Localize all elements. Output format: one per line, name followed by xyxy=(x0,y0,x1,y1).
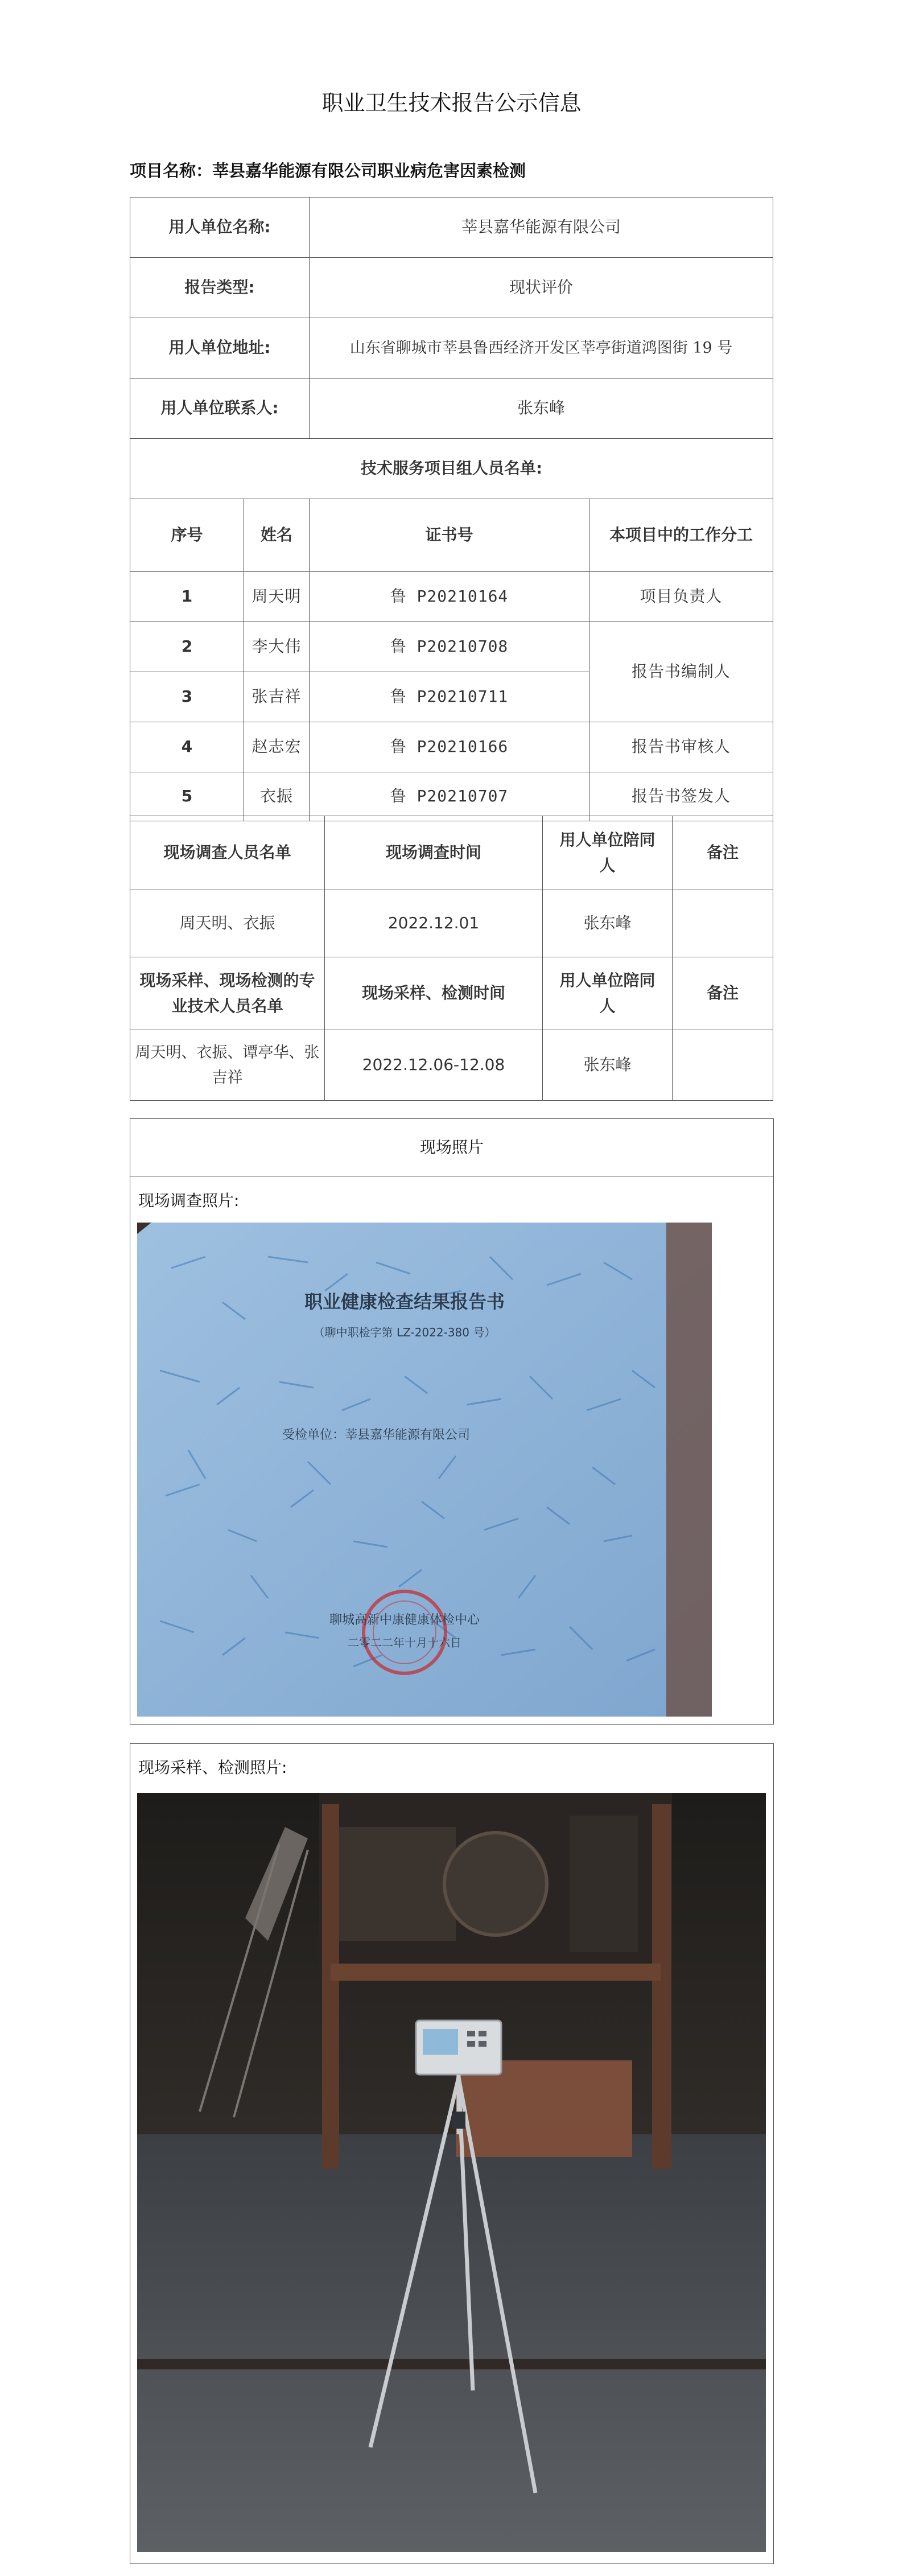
survey-people: 周天明、衣振 xyxy=(130,890,325,957)
sampling-time: 2022.12.06-12.08 xyxy=(325,1030,543,1101)
sampling-header: 用人单位陪同人 xyxy=(543,957,673,1030)
team-no: 4 xyxy=(130,722,244,772)
cover-unit: 受检单位：莘县嘉华能源有限公司 xyxy=(282,1428,471,1442)
team-name: 周天明 xyxy=(244,572,310,622)
team-cert: 鲁 P20210166 xyxy=(310,722,589,772)
sampling-header: 现场采样、检测时间 xyxy=(325,957,543,1030)
team-no: 5 xyxy=(130,772,244,821)
survey-photo-caption: 现场调查照片: xyxy=(138,1191,240,1210)
sampling-row xyxy=(130,1030,773,1101)
team-cert: 鲁 P20210707 xyxy=(310,772,589,821)
sampling-note xyxy=(673,1030,773,1101)
info-label: 用人单位联系人: xyxy=(130,378,310,439)
sampling-header-row xyxy=(130,957,773,1030)
team-name: 赵志宏 xyxy=(244,722,310,772)
team-title-row xyxy=(130,439,773,499)
team-row xyxy=(130,572,773,622)
site-photos-header: 现场照片 xyxy=(130,1119,773,1176)
survey-escort: 张东峰 xyxy=(543,890,673,957)
team-cert: 鲁 P20210711 xyxy=(310,672,589,722)
team-name: 李大伟 xyxy=(244,622,310,672)
info-team-table xyxy=(130,197,773,821)
info-row xyxy=(130,378,773,439)
info-label: 用人单位名称: xyxy=(130,197,310,258)
cover-number: （聊中职检字第 LZ-2022-380 号） xyxy=(313,1326,496,1339)
sampling-header: 备注 xyxy=(673,957,773,1030)
team-header: 本项目中的工作分工 xyxy=(589,499,773,572)
project-value: 莘县嘉华能源有限公司职业病危害因素检测 xyxy=(212,161,526,180)
site-photos-panel xyxy=(130,1118,774,1725)
survey-header: 现场调查人员名单 xyxy=(130,816,325,890)
project-label: 项目名称： xyxy=(130,161,213,180)
survey-row xyxy=(130,890,773,957)
info-label: 用人单位地址: xyxy=(130,318,310,378)
info-value: 现状评价 xyxy=(310,258,773,318)
survey-header: 用人单位陪同人 xyxy=(543,816,673,890)
team-cert: 鲁 P20210164 xyxy=(310,572,589,622)
info-row xyxy=(130,318,773,378)
survey-header-row xyxy=(130,816,773,890)
team-role: 报告书审核人 xyxy=(589,722,773,772)
team-role: 项目负责人 xyxy=(589,572,773,622)
team-name: 张吉祥 xyxy=(244,672,310,722)
sampling-header: 现场采样、现场检测的专业技术人员名单 xyxy=(130,957,325,1030)
team-header: 序号 xyxy=(130,499,244,572)
survey-table xyxy=(130,816,773,1101)
sampling-photo-caption: 现场采样、检测照片: xyxy=(138,1758,287,1777)
team-row xyxy=(130,772,773,821)
team-role: 报告书编制人 xyxy=(589,622,773,722)
team-row xyxy=(130,722,773,772)
info-label: 报告类型: xyxy=(130,258,310,318)
sampling-photo xyxy=(137,1793,766,2552)
team-name: 衣振 xyxy=(244,772,310,821)
survey-photo xyxy=(137,1223,712,1717)
team-no: 3 xyxy=(130,672,244,722)
survey-note xyxy=(673,890,773,957)
team-row xyxy=(130,622,773,672)
page-title: 职业卫生技术报告公示信息 xyxy=(321,90,582,116)
cover-center: 聊城高新中康健康体检中心 xyxy=(329,1613,480,1627)
survey-time: 2022.12.01 xyxy=(325,890,543,957)
info-row xyxy=(130,197,773,258)
info-row xyxy=(130,258,773,318)
report-cover-image xyxy=(137,1223,712,1717)
cover-date: 二零二二年十月十六日 xyxy=(348,1636,461,1649)
team-no: 1 xyxy=(130,572,244,622)
team-header: 姓名 xyxy=(244,499,310,572)
team-no: 2 xyxy=(130,622,244,672)
cover-title: 职业健康检查结果报告书 xyxy=(304,1291,505,1312)
team-title: 技术服务项目组人员名单: xyxy=(130,439,773,499)
info-value: 张东峰 xyxy=(310,378,773,439)
sampling-escort: 张东峰 xyxy=(543,1030,673,1101)
team-header-row xyxy=(130,499,773,572)
project-name xyxy=(130,158,526,182)
info-value: 山东省聊城市莘县鲁西经济开发区莘亭街道鸿图街 19 号 xyxy=(310,318,773,378)
team-role: 报告书签发人 xyxy=(589,772,773,821)
field-sampling-image xyxy=(137,1793,766,2552)
info-value: 莘县嘉华能源有限公司 xyxy=(310,197,773,258)
survey-header: 备注 xyxy=(673,816,773,890)
survey-header: 现场调查时间 xyxy=(325,816,543,890)
sampling-people: 周天明、衣振、谭亭华、张吉祥 xyxy=(130,1030,325,1101)
team-header: 证书号 xyxy=(310,499,589,572)
sampling-photos-panel xyxy=(130,1743,774,2564)
team-cert: 鲁 P20210708 xyxy=(310,622,589,672)
